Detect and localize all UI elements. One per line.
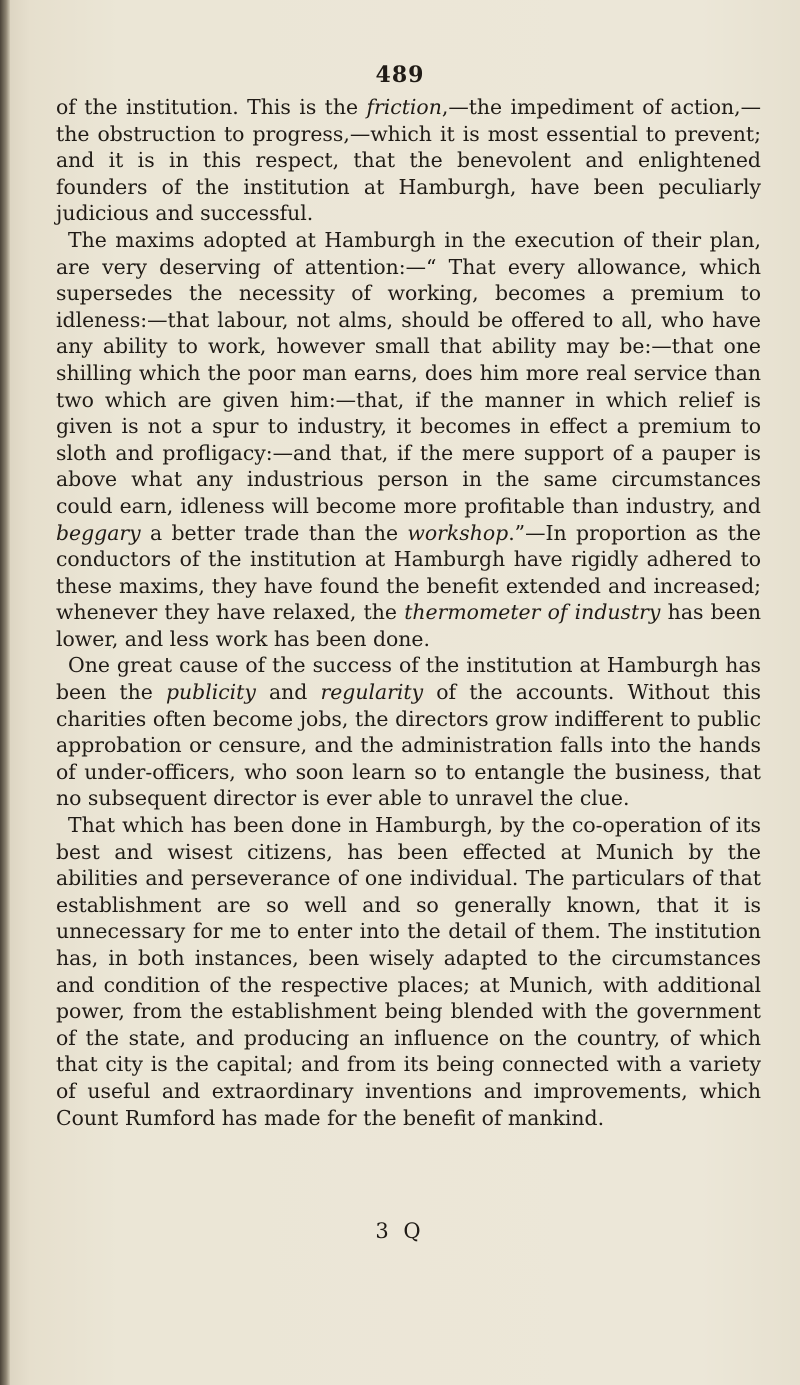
binding-gutter bbox=[0, 0, 10, 1385]
text-segment: a better trade than the bbox=[140, 520, 408, 545]
text-segment: has been lower, and less work has been done. bbox=[56, 600, 761, 651]
emphasis-text: regularity bbox=[320, 680, 424, 705]
text-segment: That which has been done in Hamburgh, by the co-operation of its best and wisest citizens, has been effected at Munich by the abilities and perseverance of one individual. The particulars of that establishment are so well and so generally known, that it is unnecessary for me to enter into the detail of them. The institution has, in both instances, been wisely adapted to the circumstances and condition of the respective places; at Munich, with additional power, from the establishment being blended with the government of the state, and producing an influence on the country, of which that city is the capital; and from its being connected with a variety of useful and extraordinary inventions and improvements, which Count Rumford has made for the benefit of mankind. bbox=[56, 813, 761, 1130]
paragraph bbox=[56, 94, 761, 227]
text-segment: and bbox=[255, 680, 321, 705]
paragraph bbox=[56, 227, 761, 653]
signature-mark: 3 Q bbox=[375, 1219, 425, 1243]
paragraph bbox=[56, 652, 761, 812]
emphasis-text: friction bbox=[366, 95, 442, 119]
page-number: 489 bbox=[375, 62, 425, 88]
emphasis-text: beggary bbox=[56, 520, 141, 545]
text-segment: One great cause of the success of the institution at Hamburgh has been the bbox=[56, 653, 761, 705]
emphasis-text: workshop bbox=[407, 520, 509, 545]
text-segment: ,—the impediment of action,—the obstruction to progress,—which it is most essential to prevent; and it is in this respect, that the benevolent and enlightened founders of the institution at Hamburgh, have been peculiarly judicious and successful. bbox=[56, 95, 761, 226]
text-segment: The maxims adopted at Hamburgh in the execution of their plan, are very deserving of attention:—“ That every allowance, which supersedes the necessity of working, becomes a premium to idleness:—that labour, not alms, should be offered to all, who have any ability to work, however small that ability may be:—that one shilling which the poor man earns, does him more real service than two which are given him:—that, if the manner in which relief is given is not a spur to industry, it becomes in effect a premium to sloth and profligacy:—and that, if the mere support of a pauper is above what any industrious person in the same circumstances could earn, idleness will become more profitable than industry, and bbox=[56, 227, 761, 518]
text-segment: of the accounts. Without this charities often become jobs, the directors grow indifferent to public approbation or censure, and the administration falls into the hands of under-officers, who soon learn so to entangle the business, that no subsequent director is ever able to unravel the clue. bbox=[56, 680, 761, 811]
emphasis-text: thermometer of industry bbox=[404, 600, 661, 625]
text-segment: .”—In proportion as the conductors of the institution at Hamburgh have rigidly adhered to these maxims, they have found the benefit extended and increased; whenever they have relaxed, the bbox=[56, 520, 761, 625]
emphasis-text: publicity bbox=[165, 680, 256, 705]
body-text bbox=[56, 94, 761, 1131]
text-segment: of the institution. This is the bbox=[56, 95, 367, 119]
paragraph bbox=[56, 812, 761, 1131]
